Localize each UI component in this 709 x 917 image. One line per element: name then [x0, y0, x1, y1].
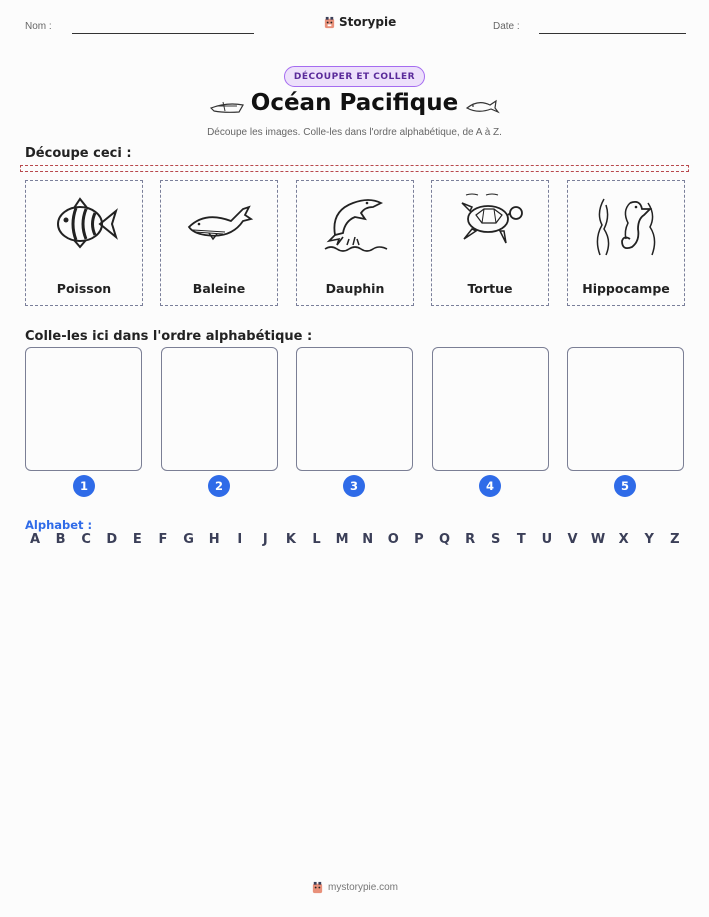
- storypie-logo-icon: [311, 881, 324, 894]
- brand-name: Storypie: [339, 15, 397, 29]
- cut-card-tortue[interactable]: [431, 180, 549, 306]
- alphabet-letter: D: [106, 532, 118, 547]
- dolphin-icon: [321, 189, 391, 259]
- alphabet-letter: V: [567, 532, 578, 547]
- cut-card-poisson[interactable]: [25, 180, 143, 306]
- card-label: Hippocampe: [582, 281, 670, 296]
- whale-icon: [185, 189, 255, 259]
- name-label: Nom :: [25, 21, 52, 32]
- alphabet-letter: S: [491, 532, 501, 547]
- alphabet-letter: I: [237, 532, 243, 547]
- alphabet-row: [25, 532, 685, 547]
- alphabet-letter: Q: [438, 532, 451, 547]
- paste-slot-3[interactable]: [296, 347, 413, 471]
- slot-number-2: 2: [208, 475, 230, 497]
- activity-badge: DÉCOUPER ET COLLER: [284, 66, 425, 87]
- card-label: Tortue: [467, 281, 513, 296]
- alphabet-letter: K: [285, 532, 296, 547]
- alphabet-letter: C: [81, 532, 91, 547]
- alphabet-letter: A: [29, 532, 41, 547]
- date-label: Date :: [493, 21, 520, 32]
- cut-card-dauphin[interactable]: [296, 180, 414, 306]
- alphabet-letter: H: [208, 532, 220, 547]
- cut-card-baleine[interactable]: [160, 180, 278, 306]
- cut-line: [20, 165, 689, 172]
- alphabet-letter: B: [55, 532, 66, 547]
- slot-number-3: 3: [343, 475, 365, 497]
- alphabet-letter: P: [414, 532, 424, 547]
- footer-site[interactable]: mystorypie.com: [327, 882, 398, 893]
- fish-icon: [50, 189, 120, 259]
- alphabet-letter: J: [262, 532, 268, 547]
- page-title: Océan Pacifique: [250, 90, 459, 116]
- slot-number-5: 5: [614, 475, 636, 497]
- slot-number-4: 4: [479, 475, 501, 497]
- alphabet-letter: O: [387, 532, 399, 547]
- alphabet-label: Alphabet :: [25, 518, 93, 532]
- cut-section-title: Découpe ceci :: [25, 146, 132, 161]
- instructions: Découpe les images. Colle-les dans l'ordre alphabétique, de A à Z.: [207, 127, 502, 138]
- footer: [0, 881, 709, 894]
- slot-number-1: 1: [73, 475, 95, 497]
- alphabet-letter: W: [590, 532, 606, 547]
- turtle-icon: [456, 189, 526, 259]
- paste-slot-5[interactable]: [567, 347, 684, 471]
- name-line: [72, 33, 254, 34]
- alphabet-letter: F: [158, 532, 168, 547]
- cut-card-hippocampe[interactable]: [567, 180, 685, 306]
- card-label: Dauphin: [325, 281, 385, 296]
- card-label: Baleine: [192, 281, 246, 296]
- alphabet-letter: X: [618, 532, 629, 547]
- alphabet-letter: G: [183, 532, 194, 547]
- date-line: [539, 33, 686, 34]
- paste-slot-4[interactable]: [432, 347, 549, 471]
- brand: [323, 15, 396, 29]
- alphabet-letter: E: [132, 532, 142, 547]
- paste-section-title: Colle-les ici dans l'ordre alphabétique :: [25, 329, 313, 344]
- paste-slot-1[interactable]: [25, 347, 142, 471]
- alphabet-letter: N: [362, 532, 374, 547]
- alphabet-letter: Y: [644, 532, 654, 547]
- alphabet-letter: U: [541, 532, 553, 547]
- seahorse-icon: [592, 189, 662, 259]
- alphabet-letter: R: [465, 532, 476, 547]
- card-label: Poisson: [56, 281, 112, 296]
- alphabet-letter: T: [516, 532, 526, 547]
- alphabet-letter: L: [312, 532, 321, 547]
- alphabet-letter: Z: [670, 532, 680, 547]
- storypie-logo-icon: [323, 16, 336, 29]
- whale-small-icon: [464, 96, 500, 116]
- alphabet-letter: M: [335, 532, 349, 547]
- paste-slot-2[interactable]: [161, 347, 278, 471]
